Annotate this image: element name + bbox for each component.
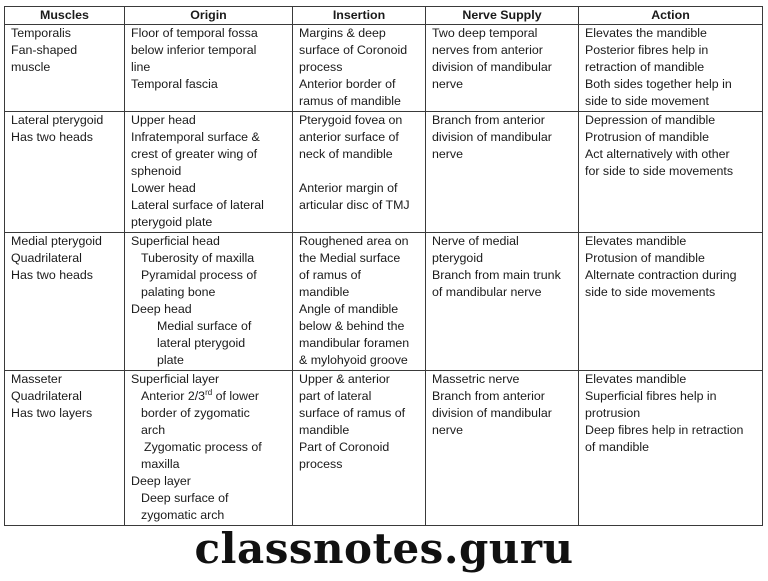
- table-row-temporalis: [5, 25, 763, 112]
- cell-line: division of mandibular: [432, 406, 552, 420]
- cell-line: sphenoid: [131, 164, 182, 178]
- cell-line: Branch from anterior: [432, 113, 545, 127]
- cell-line: Floor of temporal fossa: [131, 26, 258, 40]
- cell-line: Has two layers: [11, 406, 93, 420]
- cell-origin: [125, 112, 293, 233]
- cell-line: Protusion of mandible: [585, 251, 705, 265]
- table-row-lateral-pterygoid: [5, 112, 763, 233]
- cell-line: nerves from anterior: [432, 43, 543, 57]
- cell-origin: [125, 233, 293, 371]
- cell-insertion: [293, 233, 426, 371]
- cell-line: Both sides together help in: [585, 77, 732, 91]
- cell-line: neck of mandible: [299, 147, 393, 161]
- cell-line: Medial surface of: [157, 319, 252, 333]
- cell-line: Pyramidal process of: [141, 268, 257, 282]
- cell-line: Temporal fascia: [131, 77, 218, 91]
- cell-line: Upper & anterior: [299, 372, 390, 386]
- text-fragment: of lower: [212, 389, 260, 403]
- cell-line: Alternate contraction during: [585, 268, 737, 282]
- cell-line: & mylohyoid groove: [299, 353, 408, 367]
- cell-line: Superficial head: [131, 234, 220, 248]
- cell-line: ramus of mandible: [299, 94, 401, 108]
- cell-nerve-supply: [426, 371, 579, 526]
- cell-line: mandible: [299, 285, 350, 299]
- cell-line: surface of ramus of: [299, 406, 406, 420]
- cell-line: Margins & deep: [299, 26, 386, 40]
- cell-line: Lower head: [131, 181, 196, 195]
- cell-muscle: [5, 233, 125, 371]
- cell-line: process: [299, 60, 343, 74]
- cell-line: below inferior temporal: [131, 43, 257, 57]
- cell-line: Temporalis: [11, 26, 71, 40]
- cell-line: Zygomatic process of: [144, 440, 262, 454]
- cell-line: lateral pterygoid: [157, 336, 246, 350]
- cell-action: [579, 233, 763, 371]
- cell-line: Act alternatively with other: [585, 147, 730, 161]
- cell-insertion: [293, 25, 426, 112]
- cell-line: Anterior border of: [299, 77, 396, 91]
- header-nerve-supply: Nerve Supply: [426, 7, 579, 25]
- cell-line: muscle: [11, 60, 51, 74]
- cell-line: Two deep temporal: [432, 26, 538, 40]
- cell-line: maxilla: [141, 457, 180, 471]
- cell-line: anterior surface of: [299, 130, 399, 144]
- cell-line: nerve: [432, 77, 463, 91]
- header-muscles: Muscles: [5, 7, 125, 25]
- superscript: rd: [205, 387, 213, 397]
- cell-line: plate: [157, 353, 184, 367]
- cell-muscle: [5, 371, 125, 526]
- text-fragment: Anterior 2/3: [141, 389, 206, 403]
- cell-line: Protrusion of mandible: [585, 130, 709, 144]
- cell-line: side to side movements: [585, 285, 716, 299]
- cell-line: Depression of mandible: [585, 113, 716, 127]
- cell-line: Roughened area on: [299, 234, 409, 248]
- cell-nerve-supply: [426, 25, 579, 112]
- cell-line: protrusion: [585, 406, 641, 420]
- cell-line: Elevates mandible: [585, 372, 687, 386]
- cell-line: Quadrilateral: [11, 389, 82, 403]
- cell-line: surface of Coronoid: [299, 43, 408, 57]
- cell-line: Infratemporal surface &: [131, 130, 260, 144]
- cell-line: nerve: [432, 423, 463, 437]
- cell-line: Quadrilateral: [11, 251, 82, 265]
- cell-line: Tuberosity of maxilla: [141, 251, 255, 265]
- cell-line: Pterygoid fovea on: [299, 113, 403, 127]
- cell-line: Nerve of medial: [432, 234, 519, 248]
- cell-line: of ramus of: [299, 268, 361, 282]
- cell-line: Superficial fibres help in: [585, 389, 717, 403]
- cell-insertion: [293, 371, 426, 526]
- cell-line: the Medial surface: [299, 251, 401, 265]
- cell-line: Medial pterygoid: [11, 234, 102, 248]
- header-insertion: Insertion: [293, 7, 426, 25]
- cell-line: of mandibular nerve: [432, 285, 542, 299]
- cell-nerve-supply: [426, 233, 579, 371]
- cell-line: retraction of mandible: [585, 60, 705, 74]
- cell-origin: [125, 371, 293, 526]
- cell-action: [579, 112, 763, 233]
- cell-line: zygomatic arch: [141, 508, 225, 522]
- cell-line: arch: [141, 423, 166, 437]
- cell-line: crest of greater wing of: [131, 147, 258, 161]
- cell-line: Branch from anterior: [432, 389, 545, 403]
- table-row-medial-pterygoid: [5, 233, 763, 371]
- cell-line: part of lateral: [299, 389, 372, 403]
- cell-line: Posterior fibres help in: [585, 43, 709, 57]
- cell-line: Branch from main trunk: [432, 268, 561, 282]
- cell-line: Part of Coronoid: [299, 440, 390, 454]
- cell-line: articular disc of TMJ: [299, 198, 410, 212]
- cell-line: line: [131, 60, 151, 74]
- cell-line: side to side movement: [585, 94, 709, 108]
- cell-line: pterygoid plate: [131, 215, 213, 229]
- cell-line: division of mandibular: [432, 130, 552, 144]
- table-row-masseter: [5, 371, 763, 526]
- cell-line: [131, 388, 286, 405]
- blank-line: [299, 163, 419, 180]
- cell-line: Masseter: [11, 372, 62, 386]
- cell-line: below & behind the: [299, 319, 405, 333]
- header-row: [5, 7, 763, 25]
- cell-line: pterygoid: [432, 251, 483, 265]
- cell-line: Upper head: [131, 113, 196, 127]
- cell-line: of mandible: [585, 440, 650, 454]
- cell-line: Massetric nerve: [432, 372, 520, 386]
- watermark: classnotes.guru: [194, 524, 574, 573]
- cell-line: process: [299, 457, 343, 471]
- cell-line: Elevates mandible: [585, 234, 687, 248]
- cell-line: palating bone: [141, 285, 216, 299]
- cell-line: for side to side movements: [585, 164, 734, 178]
- cell-line: Elevates the mandible: [585, 26, 707, 40]
- cell-line: mandibular foramen: [299, 336, 410, 350]
- cell-line: nerve: [432, 147, 463, 161]
- header-action: Action: [579, 7, 763, 25]
- cell-line: Angle of mandible: [299, 302, 399, 316]
- muscles-of-mastication-table: [4, 6, 763, 526]
- cell-line: division of mandibular: [432, 60, 552, 74]
- cell-origin: [125, 25, 293, 112]
- cell-line: Deep head: [131, 302, 192, 316]
- cell-line: Anterior margin of: [299, 181, 398, 195]
- cell-line: Has two heads: [11, 268, 93, 282]
- cell-line: Lateral pterygoid: [11, 113, 104, 127]
- cell-line: Superficial layer: [131, 372, 220, 386]
- cell-line: Deep fibres help in retraction: [585, 423, 744, 437]
- cell-action: [579, 25, 763, 112]
- cell-line: mandible: [299, 423, 350, 437]
- cell-line: Deep layer: [131, 474, 191, 488]
- cell-line: Lateral surface of lateral: [131, 198, 264, 212]
- cell-line: Has two heads: [11, 130, 93, 144]
- cell-muscle: [5, 25, 125, 112]
- cell-line: Fan-shaped: [11, 43, 78, 57]
- cell-line: border of zygomatic: [141, 406, 250, 420]
- cell-line: Deep surface of: [141, 491, 229, 505]
- cell-insertion: [293, 112, 426, 233]
- cell-action: [579, 371, 763, 526]
- header-origin: Origin: [125, 7, 293, 25]
- cell-nerve-supply: [426, 112, 579, 233]
- cell-muscle: [5, 112, 125, 233]
